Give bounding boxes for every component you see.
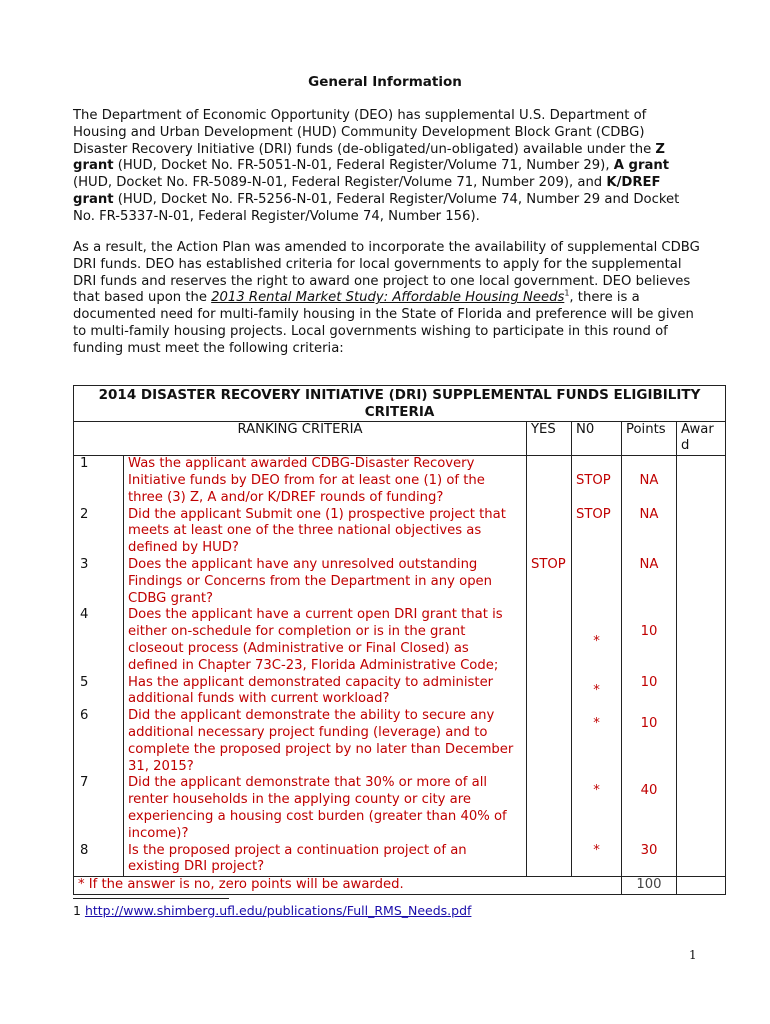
- row-criteria: Did the applicant demonstrate the ability to secure any additional necessary project funding (leverage) and to complete the proposed project by no later than December 31, 2015?: [124, 708, 527, 775]
- table-header-row: [74, 421, 726, 456]
- para1-text-2: (HUD, Docket No. FR-5051-N-01, Federal Register/Volume 71, Number 29),: [113, 158, 614, 174]
- footnote-link[interactable]: http://www.shimberg.ufl.edu/publications/Full_RMS_Needs.pdf: [84, 903, 472, 918]
- header-ranking-criteria: RANKING CRITERIA: [74, 421, 527, 456]
- row-no: [572, 557, 622, 607]
- row-number: 6: [74, 708, 124, 775]
- table-title: 2014 DISASTER RECOVERY INITIATIVE (DRI) SUPPLEMENTAL FUNDS ELIGIBILITY CRITERIA: [74, 386, 726, 422]
- kdref-grant-label: K/DREF grant: [73, 175, 661, 207]
- table-row: [74, 456, 726, 507]
- footnote-number: 1: [73, 903, 81, 918]
- action-plan-paragraph: [73, 240, 703, 358]
- row-number: 4: [74, 607, 124, 674]
- table-row: [74, 843, 726, 877]
- para2-text-2: , there is a documented need for multi-family housing in the State of Florida and preference will be given to multi-family housing projects. Local governments wishing to participate in this round of funding must meet the following criteria:: [73, 290, 694, 356]
- study-title: 2013 Rental Market Study: Affordable Housing Needs: [211, 290, 565, 306]
- row-criteria: Did the applicant Submit one (1) prospective project that meets at least one of the three national objectives as defined by HUD?: [124, 507, 527, 557]
- award-total: [677, 877, 726, 895]
- row-points: 30: [622, 843, 677, 877]
- row-no: *: [572, 607, 622, 674]
- footnote-separator: [73, 898, 229, 899]
- row-criteria: Does the applicant have any unresolved outstanding Findings or Concerns from the Department in any open CDBG grant?: [124, 557, 527, 607]
- row-criteria: Is the proposed project a continuation project of an existing DRI project?: [124, 843, 527, 877]
- row-points: 40: [622, 775, 677, 842]
- row-no: STOP: [572, 507, 622, 557]
- row-points: NA: [622, 557, 677, 607]
- row-award: [677, 456, 726, 507]
- table-row: [74, 507, 726, 557]
- z-grant-label: Z grant: [73, 141, 665, 174]
- row-no: *: [572, 708, 622, 775]
- table-row: [74, 607, 726, 674]
- row-award: [677, 708, 726, 775]
- points-total: 100: [622, 877, 677, 895]
- row-yes: [527, 708, 572, 775]
- intro-paragraph: [73, 108, 703, 226]
- row-award: [677, 507, 726, 557]
- row-points: 10: [622, 675, 677, 709]
- row-criteria: Did the applicant demonstrate that 30% or more of all renter households in the applying county or city are experiencing a housing cost burden (greater than 40% of income)?: [124, 775, 527, 842]
- row-award: [677, 675, 726, 709]
- para2-text-1: As a result, the Action Plan was amended to incorporate the availability of supplemental CDBG DRI funds. DEO has established criteria for local governments to apply for the supplemental DRI funds and reserves the right to award one project to one local government. DEO believes that based upon the: [73, 240, 700, 306]
- para1-text-1: The Department of Economic Opportunity (DEO) has supplemental U.S. Department of Housing and Urban Development (HUD) Community Development Block Grant (CDBG) Disaster Recovery Initiative (DRI) funds (de-obligated/un-obligated) available under the: [73, 108, 656, 157]
- table-row: [74, 708, 726, 775]
- row-criteria: Does the applicant have a current open DRI grant that is either on-schedule for completion or is in the grant closeout process (Administrative or Final Closed) as defined in Chapter 73C-23, Florida Administrative Code;: [124, 607, 527, 674]
- header-no: N0: [572, 421, 622, 456]
- row-award: [677, 557, 726, 607]
- row-number: 8: [74, 843, 124, 877]
- row-no: *: [572, 843, 622, 877]
- row-award: [677, 843, 726, 877]
- header-award: Award: [677, 421, 726, 456]
- row-points: NA: [622, 456, 677, 507]
- row-number: 7: [74, 775, 124, 842]
- table-row: [74, 557, 726, 607]
- row-number: 1: [74, 456, 124, 507]
- row-yes: [527, 675, 572, 709]
- table-title-row: [74, 386, 726, 422]
- row-no: STOP: [572, 456, 622, 507]
- zero-points-note: * If the answer is no, zero points will be awarded.: [74, 877, 622, 895]
- footnote: [73, 903, 471, 918]
- row-no: *: [572, 675, 622, 709]
- row-yes: [527, 843, 572, 877]
- row-points: NA: [622, 507, 677, 557]
- row-award: [677, 775, 726, 842]
- row-number: 5: [74, 675, 124, 709]
- para1-text-4: (HUD, Docket No. FR-5256-N-01, Federal Register/Volume 74, Number 29 and Docket No. FR-5337-N-01, Federal Register/Volume 74, Number 156).: [73, 191, 680, 224]
- row-no: *: [572, 775, 622, 842]
- page-number: 1: [689, 948, 697, 962]
- row-yes: [527, 607, 572, 674]
- table-row: [74, 675, 726, 709]
- a-grant-label: A grant: [613, 158, 670, 174]
- header-points: Points: [622, 421, 677, 456]
- para1-text-3: (HUD, Docket No. FR-5089-N-01, Federal Register/Volume 71, Number 209), and: [73, 175, 607, 191]
- row-criteria: Was the applicant awarded CDBG-Disaster Recovery Initiative funds by DEO from for at least one (1) of the three (3) Z, A and/or K/DREF rounds of funding?: [124, 456, 527, 507]
- row-yes: [527, 775, 572, 842]
- row-criteria: Has the applicant demonstrated capacity to administer additional funds with current workload?: [124, 675, 527, 709]
- row-yes: [527, 507, 572, 557]
- table-footer-row: [74, 877, 726, 895]
- row-number: 2: [74, 507, 124, 557]
- row-yes: STOP: [527, 557, 572, 607]
- row-yes: [527, 456, 572, 507]
- row-number: 3: [74, 557, 124, 607]
- row-award: [677, 607, 726, 674]
- section-heading: General Information: [308, 74, 462, 90]
- table-row: [74, 775, 726, 842]
- row-points: 10: [622, 607, 677, 674]
- eligibility-criteria-table: [73, 385, 726, 895]
- header-yes: YES: [527, 421, 572, 456]
- footnote-reference: 1: [564, 289, 570, 298]
- row-points: 10: [622, 708, 677, 775]
